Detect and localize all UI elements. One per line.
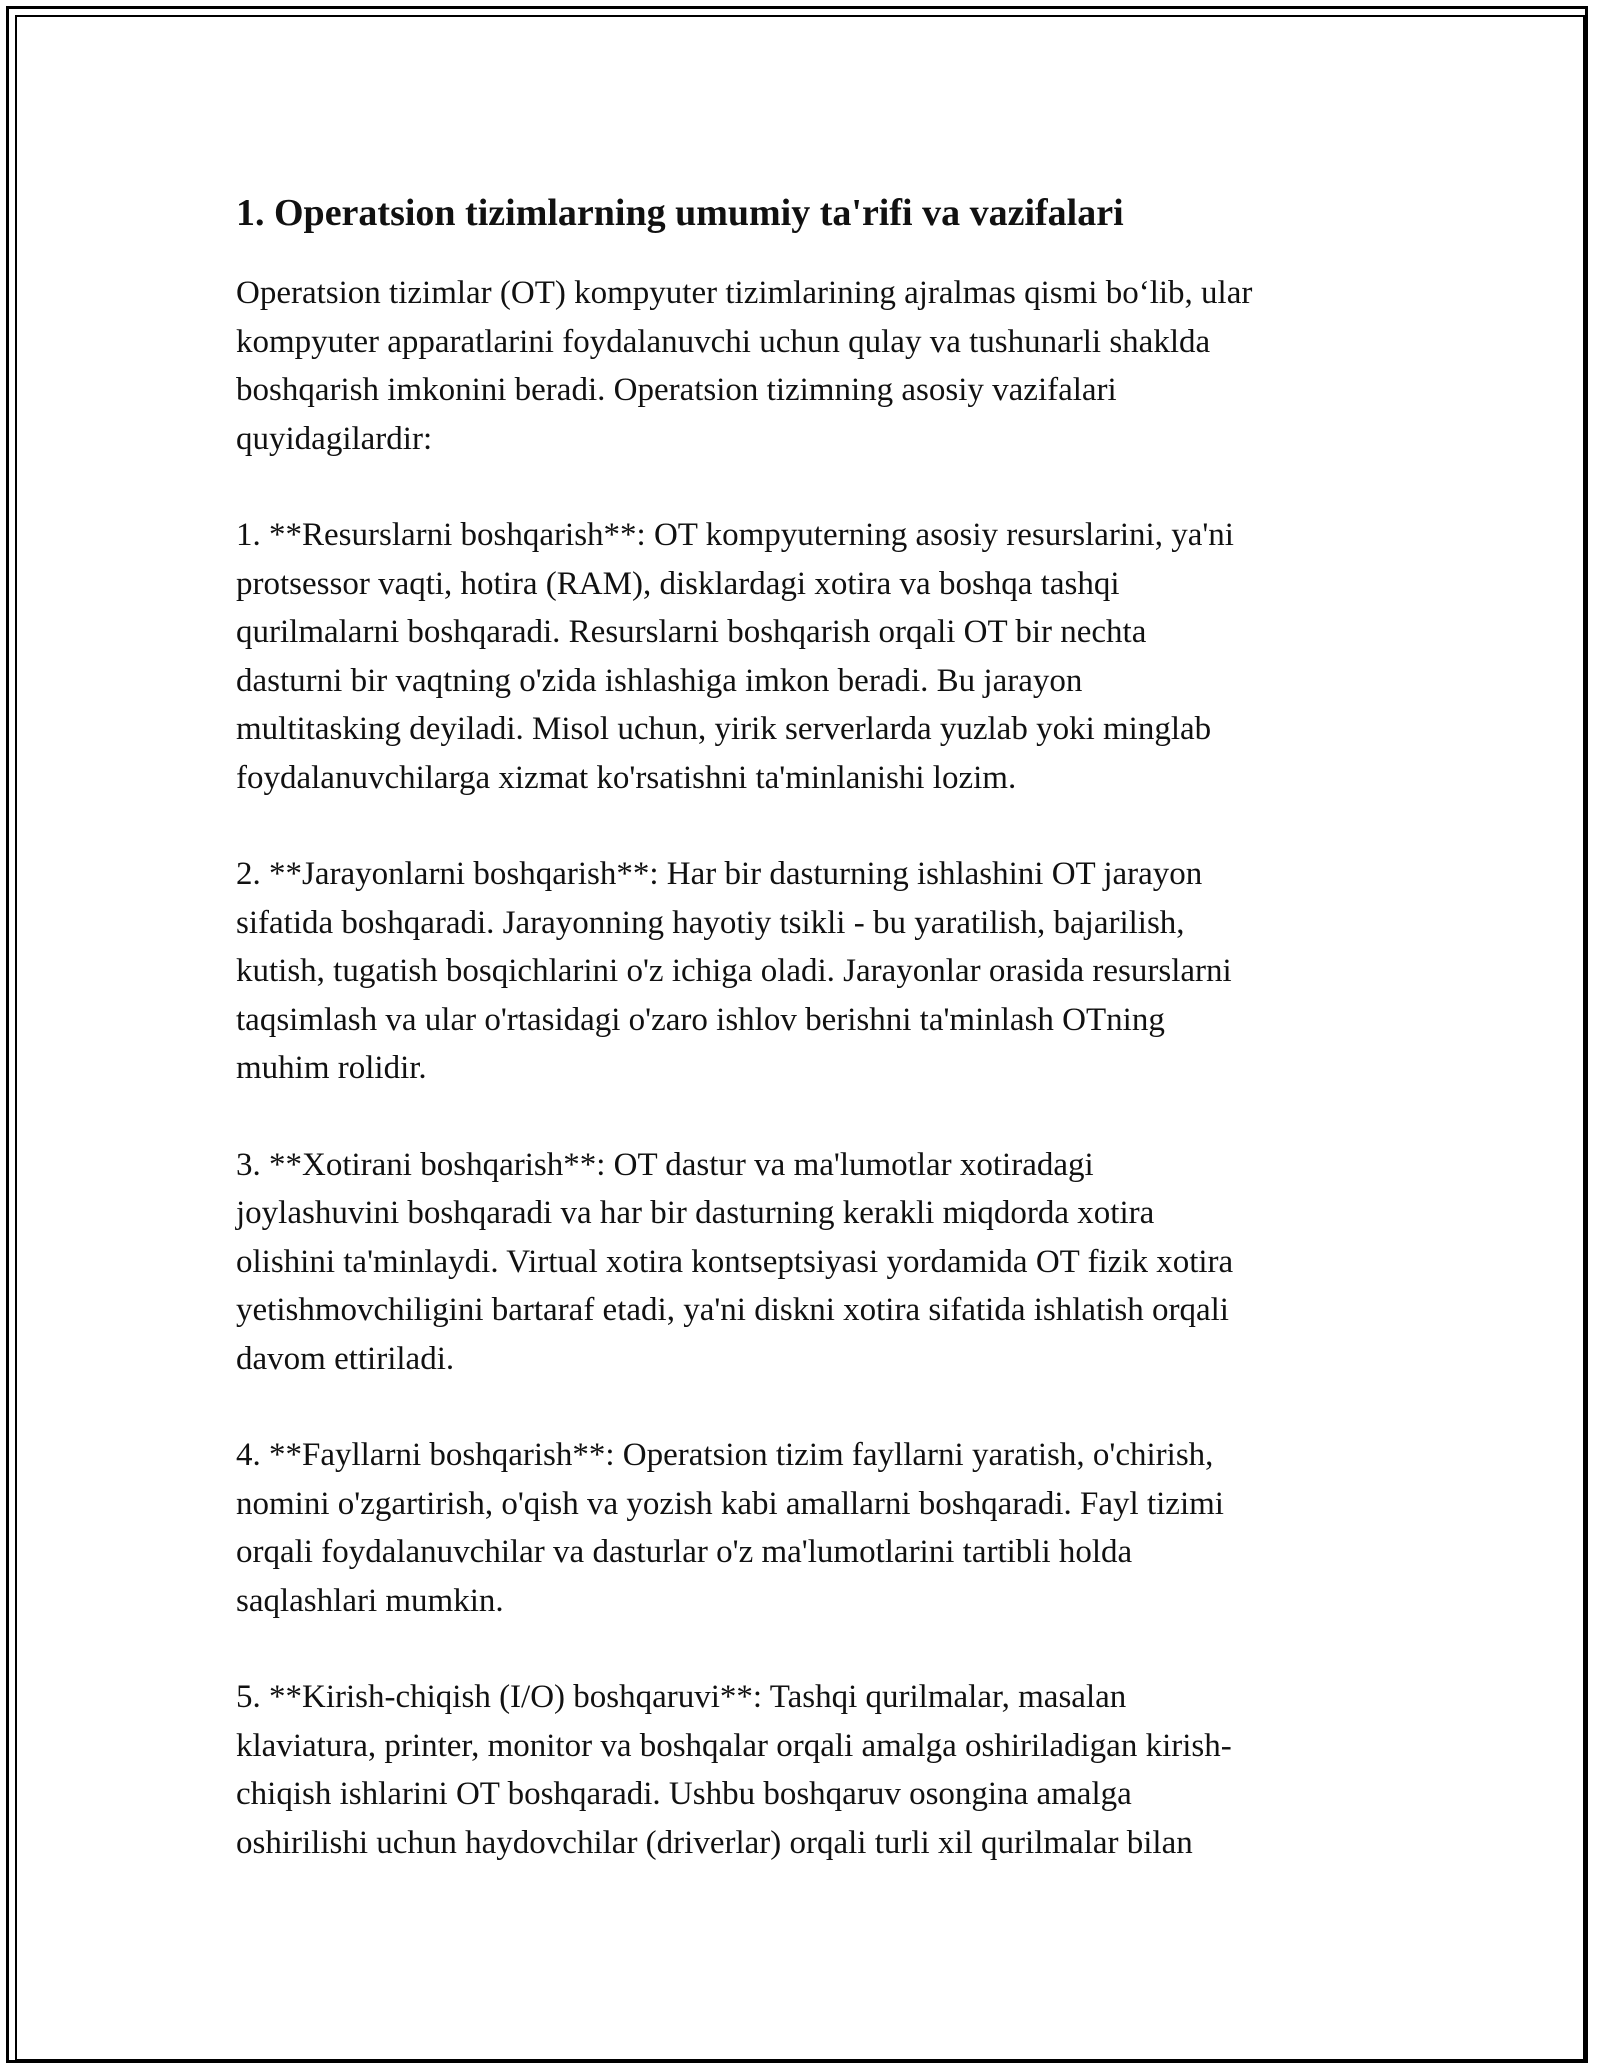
paragraph-file-management: 4. **Fayllarni boshqarish**: Operatsion tizim fayllarni yaratish, o'chirish, nomini o'zgartirish, o'qish va yozish kabi amallarni boshqaradi. Fayl tizimi orqali foydalanuvchilar va dasturlar o'z ma'lumotlarini tartibli holda saqlashlari mumkin. [236, 1437, 1224, 1619]
paragraph-process-management: 2. **Jarayonlarni boshqarish**: Har bir dasturning ishlashini OT jarayon sifatida boshqaradi. Jarayonning hayotiy tsikli - bu yaratilish, bajarilish, kutish, tugatish bosqichlarini o'z ichiga oladi. Jarayonlar orasida resurslarni taqsimlash va ular o'rtasidagi o'zaro ishlov berishni ta'minlash OTning muhim rolidir. [236, 856, 1232, 1086]
paragraph-memory-management: 3. **Xotirani boshqarish**: OT dastur va ma'lumotlar xotiradagi joylashuvini boshqaradi va har bir dasturning kerakli miqdorda xotira olishini ta'minlaydi. Virtual xotira kontseptsiyasi yordamida OT fizik xotira yetishmovchiligini bartaraf etadi, ya'ni diskni xotira sifatida ishlatish orqali davom ettiriladi. [236, 1146, 1234, 1377]
paragraph-io-management: 5. **Kirish-chiqish (I/O) boshqaruvi**: Tashqi qurilmalar, masalan klaviatura, printer, monitor va boshqalar orqali amalga oshiriladigan kirish- chiqish ishlarini OT boshqaradi. Ushbu boshqaruv osongina amalga oshirilishi uchun haydovchilar (driverlar) orqali turli xil qurilmalar bilan [236, 1679, 1232, 1861]
paragraph-resource-management: 1. **Resurslarni boshqarish**: OT kompyuterning asosiy resurslarini, ya'ni protsessor vaqti, hotira (RAM), disklardagi xotira va boshqa tashqi qurilmalarni boshqaradi. Resurslarni boshqarish orqali OT bir nechta dasturni bir vaqtning o'zida ishlashiga imkon beradi. Bu jarayon multitasking deyiladi. Misol uchun, yirik serverlarda yuzlab yoki minglab foydalanuvchilarga xizmat ko'rsatishni ta'minlanishi lozim. [236, 517, 1234, 796]
document-body [236, 185, 1386, 1915]
paragraph-intro: Operatsion tizimlar (OT) kompyuter tizimlarining ajralmas qismi bo‘lib, ular kompyuter apparatlarini foydalanuvchi uchun qulay va tushunarli shaklda boshqarish imkonini beradi. Operatsion tizimning asosiy vazifalari quyidagilardir: [236, 275, 1253, 457]
document-title: 1. Operatsion tizimlarning umumiy ta'rifi va vazifalari [236, 192, 1124, 234]
